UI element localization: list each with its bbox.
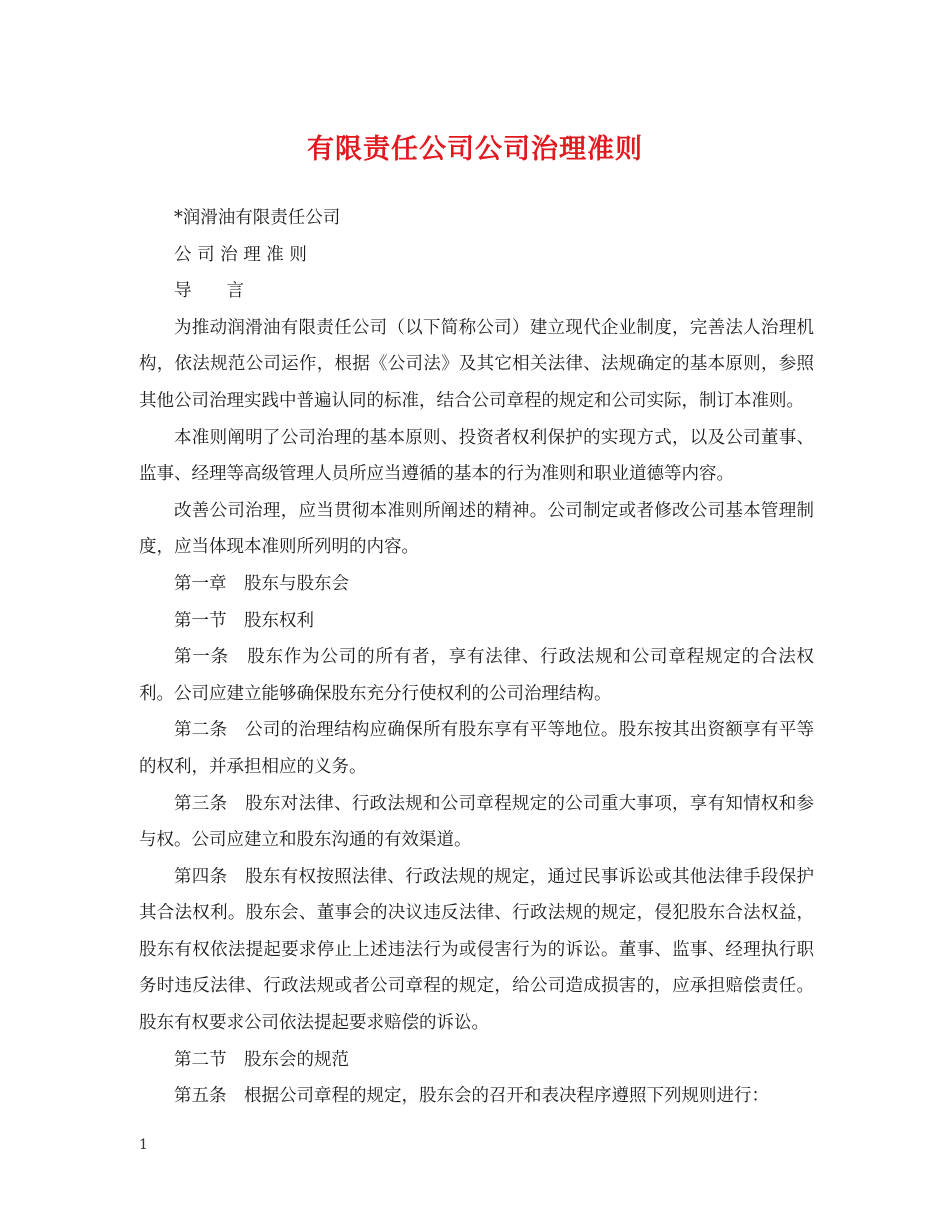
preface-paragraph-1: 为推动润滑油有限责任公司（以下简称公司）建立现代企业制度，完善法人治理机构，依法规范公司运作，根据《公司法》及其它相关法律、法规确定的基本原则，参照其他公司治理实践中普遍认同的标准，结合公司章程的规定和公司实际，制订本准则。	[139, 317, 814, 411]
subtitle-line: 公 司 治 理 准 则	[174, 244, 307, 265]
preface-paragraph-3: 改善公司治理，应当贯彻本准则所阐述的精神。公司制定或者修改公司基本管理制度，应当体现本准则所列明的内容。	[139, 500, 814, 558]
chapter-heading: 第一章 股东与股东会	[174, 573, 349, 594]
preface-heading: 导 言	[174, 281, 244, 302]
preface-paragraph-2: 本准则阐明了公司治理的基本原则、投资者权利保护的实现方式，以及公司董事、监事、经理等高级管理人员所应当遵循的基本的行为准则和职业道德等内容。	[139, 427, 814, 485]
document-title: 有限责任公司公司治理准则	[307, 134, 643, 165]
article-3: 第三条 股东对法律、行政法规和公司章程规定的公司重大事项，享有知情权和参与权。公司应建立和股东沟通的有效渠道。	[139, 793, 814, 851]
section-heading-1: 第一节 股东权利	[174, 610, 314, 631]
article-5: 第五条 根据公司章程的规定，股东会的召开和表决程序遵照下列规则进行：	[174, 1086, 769, 1107]
article-2: 第二条 公司的治理结构应确保所有股东享有平等地位。股东按其出资额享有平等的权利，并承担相应的义务。	[139, 720, 814, 777]
section-heading-2: 第二节 股东会的规范	[174, 1049, 349, 1070]
page-number: 1	[139, 1137, 148, 1153]
company-name-line: *润滑油有限责任公司	[174, 208, 341, 228]
article-1: 第一条 股东作为公司的所有者，享有法律、行政法规和公司章程规定的合法权利。公司应建立能够确保股东充分行使权利的公司治理结构。	[139, 647, 814, 704]
document-body	[139, 200, 814, 1115]
article-4: 第四条 股东有权按照法律、行政法规的规定，通过民事诉讼或其他法律手段保护其合法权利。股东会、董事会的决议违反法律、行政法规的规定，侵犯股东合法权益，股东有权依法提起要求停止上述违法行为或侵害行为的诉讼。董事、监事、经理执行职务时违反法律、行政法规或者公司章程的规定，给公司造成损害的，应承担赔偿责任。股东有权要求公司依法提起要求赔偿的诉讼。	[139, 866, 814, 1034]
